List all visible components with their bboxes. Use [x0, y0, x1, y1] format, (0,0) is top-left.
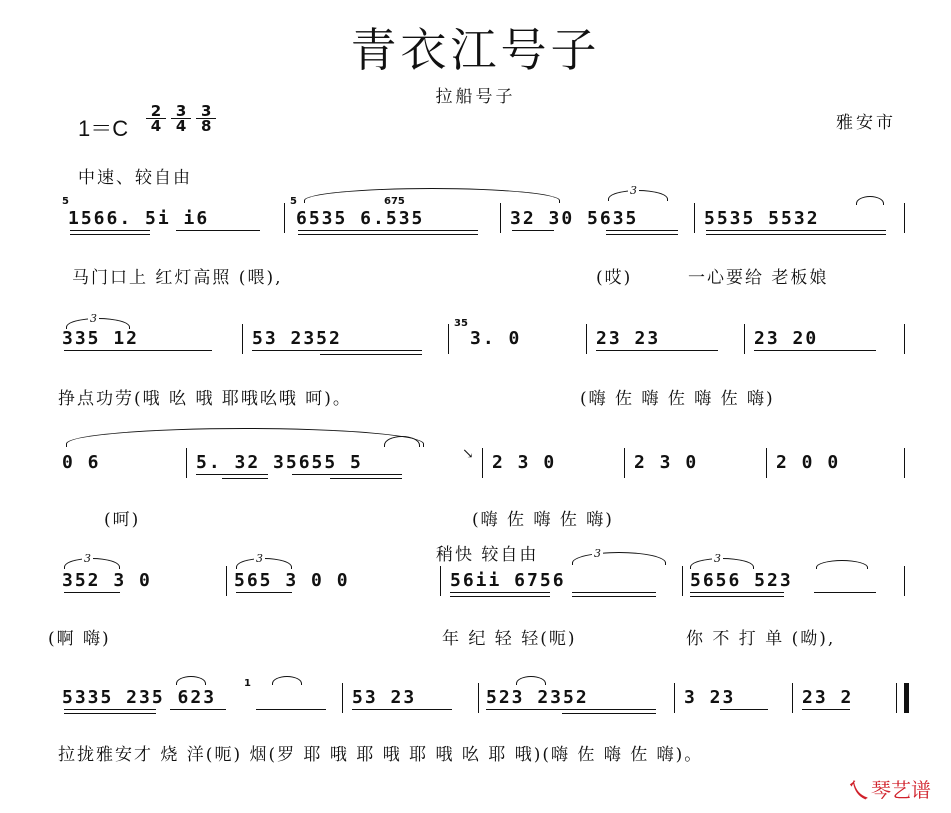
- slur: [66, 428, 424, 447]
- underline: [236, 592, 292, 593]
- logo-icon: 乀: [848, 778, 868, 802]
- grace-note: 1: [244, 678, 251, 689]
- breath-mark-icon: ↘: [462, 446, 474, 462]
- slur: [176, 676, 206, 685]
- measure: 2 3 0: [634, 452, 699, 473]
- lyrics-line: 你 不 打 单 (呦),: [686, 629, 836, 649]
- barline: [904, 448, 905, 478]
- triplet-mark: 3: [594, 547, 601, 560]
- measure: 1566. 5i i6: [68, 208, 210, 229]
- barline: [674, 683, 675, 713]
- song-subtitle: 拉船号子: [435, 87, 516, 107]
- measure: 23 2: [802, 687, 854, 708]
- underline: [298, 230, 478, 231]
- barline: [500, 203, 501, 233]
- barline: [766, 448, 767, 478]
- tempo-marking: 中速、较自由: [78, 168, 192, 188]
- underline: [450, 592, 550, 593]
- underline: [252, 350, 422, 351]
- measure: 53 2352: [252, 328, 342, 349]
- underline: [64, 592, 120, 593]
- underline: [596, 350, 718, 351]
- region-label: 雅安市: [836, 113, 896, 133]
- underline: [486, 709, 656, 710]
- slur: [572, 552, 666, 565]
- barline: [448, 324, 449, 354]
- underline: [256, 709, 326, 710]
- underline: [352, 709, 452, 710]
- underline: [754, 350, 876, 351]
- lyrics-line: (呵): [104, 510, 141, 530]
- slur: [856, 196, 884, 205]
- measure: 23 23: [596, 328, 661, 349]
- barline: [904, 324, 905, 354]
- triplet-mark: 3: [90, 312, 97, 325]
- underline: [64, 350, 212, 351]
- lyrics-line: (嗨 佐 嗨 佐 嗨): [472, 510, 614, 530]
- triplet-mark: 3: [84, 552, 91, 565]
- measure: 3 23: [684, 687, 736, 708]
- barline: [744, 324, 745, 354]
- time-signatures: [146, 104, 216, 135]
- measure: 0 6: [62, 452, 101, 473]
- barline: [624, 448, 625, 478]
- barline: [478, 683, 479, 713]
- slur: [272, 676, 302, 685]
- measure: 523 2352: [486, 687, 589, 708]
- grace-note: 5: [290, 196, 297, 207]
- lyrics-line: 挣点功劳(哦 吆 哦 耶哦吆哦 呵)。: [58, 389, 352, 409]
- lyrics-line: (啊 嗨): [48, 629, 111, 649]
- barline: [682, 566, 683, 596]
- song-title: 青衣江号子: [350, 23, 601, 77]
- measure: 56ii 6756: [450, 570, 566, 591]
- meter-2-4: $\frac{2}{4}$: [146, 104, 166, 133]
- site-logo[interactable]: [848, 774, 931, 803]
- measure: 5. 32 35655 5: [196, 452, 363, 473]
- meter-3-8: $\frac{3}{8}$: [196, 104, 216, 133]
- underline: [572, 592, 656, 593]
- underline: [70, 230, 150, 231]
- underline: [176, 230, 260, 231]
- underline: [170, 709, 226, 710]
- triplet-mark: 3: [630, 184, 637, 197]
- measure: 32 30 5635: [510, 208, 639, 229]
- barline: [186, 448, 187, 478]
- underline: [720, 709, 768, 710]
- underline: [606, 234, 678, 235]
- measure: 6535 6.535: [296, 208, 425, 229]
- underline: [64, 713, 156, 714]
- measure: 565 3 0 0: [234, 570, 350, 591]
- underline: [298, 234, 478, 235]
- measure: 335 12: [62, 328, 140, 349]
- underline: [562, 713, 656, 714]
- meter-3-4: $\frac{3}{4}$: [171, 104, 191, 133]
- slur: [304, 188, 560, 203]
- lyrics-line: 年 纪 轻 轻(呃): [442, 629, 577, 649]
- underline: [292, 474, 402, 475]
- underline: [222, 478, 268, 479]
- underline: [572, 596, 656, 597]
- slur: [384, 436, 420, 447]
- underline: [814, 592, 876, 593]
- slur: [516, 676, 546, 685]
- triplet-mark: 3: [256, 552, 263, 565]
- lyrics-line: (嗨 佐 嗨 佐 嗨 佐 嗨): [580, 389, 775, 409]
- grace-note: 675: [384, 196, 405, 207]
- barline: [482, 448, 483, 478]
- triplet-mark: 3: [714, 552, 721, 565]
- barline: [904, 203, 905, 233]
- underline: [512, 230, 554, 231]
- underline: [690, 596, 784, 597]
- barline: [284, 203, 285, 233]
- lyrics-line: 拉拢雅安才 烧 洋(呃) 烟(罗 耶 哦 耶 哦 耶 哦 吆 耶 哦)(嗨 佐 嗨 佐 嗨)。: [58, 745, 704, 765]
- underline: [330, 478, 402, 479]
- underline: [706, 230, 886, 231]
- logo-text: 琴艺谱: [871, 778, 931, 802]
- underline: [802, 709, 850, 710]
- lyrics-line: 马门口上 红灯高照 (喂),: [72, 268, 283, 288]
- measure: 2 0 0: [776, 452, 841, 473]
- underline: [706, 234, 886, 235]
- tempo-change: 稍快 较自由: [436, 545, 539, 565]
- key-signature: 1＝C: [78, 116, 129, 141]
- lyrics-line: (哎): [596, 268, 633, 288]
- barline: [226, 566, 227, 596]
- measure: 53 23: [352, 687, 417, 708]
- lyrics-line: 一心要给 老板娘: [688, 268, 829, 288]
- grace-note: 35: [454, 318, 468, 329]
- barline: [342, 683, 343, 713]
- barline: [586, 324, 587, 354]
- measure: 352 3 0: [62, 570, 152, 591]
- barline: [792, 683, 793, 713]
- barline: [242, 324, 243, 354]
- slur: [816, 560, 868, 569]
- underline: [64, 709, 156, 710]
- underline: [606, 230, 678, 231]
- measure: 3. 0: [470, 328, 522, 349]
- measure: 5335 235 623: [62, 687, 217, 708]
- underline: [196, 474, 268, 475]
- underline: [450, 596, 550, 597]
- final-barline: [896, 683, 909, 713]
- underline: [690, 592, 784, 593]
- grace-note: 5: [62, 196, 69, 207]
- barline: [440, 566, 441, 596]
- measure: 23 20: [754, 328, 819, 349]
- barline: [904, 566, 905, 596]
- underline: [70, 234, 150, 235]
- measure: 2 3 0: [492, 452, 557, 473]
- underline: [320, 354, 422, 355]
- measure: 5535 5532: [704, 208, 820, 229]
- barline: [694, 203, 695, 233]
- measure: 5656 523: [690, 570, 793, 591]
